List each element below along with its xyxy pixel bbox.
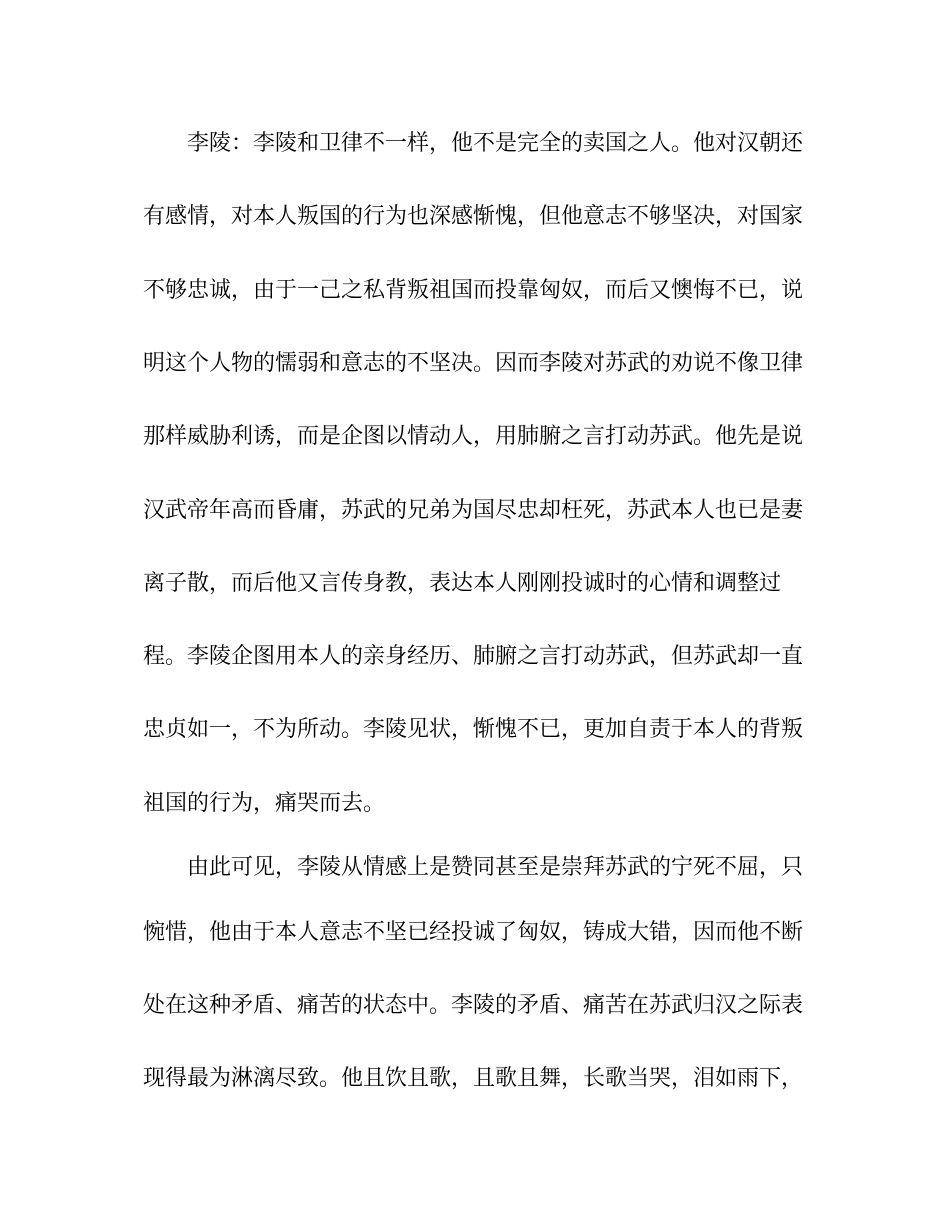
paragraph-1-line-9: 忠贞如一，不为所动。李陵见状，惭愧不已，更加自责于本人的背叛 [143, 717, 803, 742]
paragraph-1-line-3: 不够忠诚，由于一己之私背叛祖国而投靠匈奴，而后又懊悔不已，说 [143, 278, 803, 303]
paragraph-1-line-10: 祖国的行为，痛哭而去。 [143, 791, 386, 816]
paragraph-1-line-5: 那样威胁利诱，而是企图以情动人，用肺腑之言打动苏武。他先是说 [143, 424, 803, 449]
paragraph-2-line-4: 现得最为淋漓尽致。他且饮且歌，且歌且舞，长歌当哭，泪如雨下， [143, 1066, 803, 1091]
paragraph-1-line-1: 李陵：李陵和卫律不一样，他不是完全的卖国之人。他对汉朝还 [187, 131, 803, 156]
paragraph-1-line-2: 有感情，对本人叛国的行为也深感惭愧，但他意志不够坚决，对国家 [143, 204, 803, 229]
paragraph-2-line-2: 惋惜，他由于本人意志不坚已经投诚了匈奴，铸成大错，因而他不断 [143, 920, 803, 945]
paragraph-2-line-1: 由此可见，李陵从情感上是赞同甚至是崇拜苏武的宁死不屈，只 [187, 855, 803, 880]
paragraph-1-line-6: 汉武帝年高而昏庸，苏武的兄弟为国尽忠却枉死，苏武本人也已是妻 [143, 498, 803, 523]
paragraph-1-line-7: 离子散，而后他又言传身教，表达本人刚刚投诚时的心情和调整过 [143, 571, 782, 596]
paragraph-1-line-8: 程。李陵企图用本人的亲身经历、肺腑之言打动苏武，但苏武却一直 [143, 644, 803, 669]
paragraph-2-line-3: 处在这种矛盾、痛苦的状态中。李陵的矛盾、痛苦在苏武归汉之际表 [143, 993, 803, 1018]
paragraph-1-line-4: 明这个人物的懦弱和意志的不坚决。因而李陵对苏武的劝说不像卫律 [143, 351, 803, 376]
